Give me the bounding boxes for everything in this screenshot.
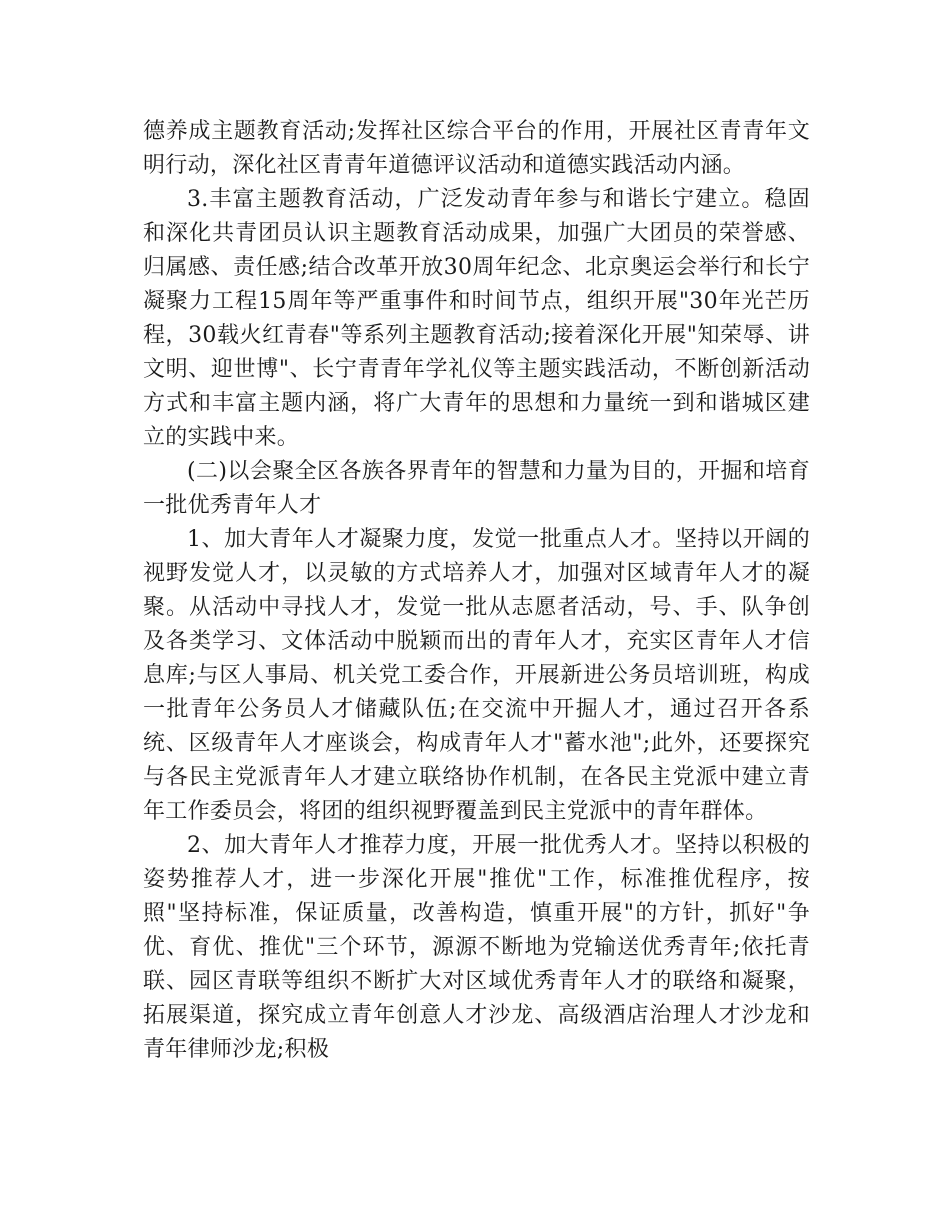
- paragraph-continuation: 德养成主题教育活动;发挥社区综合平台的作用，开展社区青青年文明行动，深化社区青青年道德评议活动和道德实践活动内涵。: [143, 119, 810, 178]
- paragraph-item-3: 3.丰富主题教育活动，广泛发动青年参与和谐长宁建立。稳固和深化共青团员认识主题教育活动成果，加强广大团员的荣誉感、归属感、责任感;结合改革开放30周年纪念、北京奥运会举行和长宁凝聚力工程15周年等严重事件和时间节点，组织开展"30年光芒历程，30载火红青春"等系列主题教育活动;接着深化开展"知荣辱、讲文明、迎世博"、长宁青青年学礼仪等主题实践活动，不断创新活动方式和丰富主题内涵，将广大青年的思想和力量统一到和谐城区建立的实践中来。: [143, 187, 810, 450]
- paragraph-item-1: 1、加大青年人才凝聚力度，发觉一批重点人才。坚持以开阔的视野发觉人才，以灵敏的方式培养人才，加强对区域青年人才的凝聚。从活动中寻找人才，发觉一批从志愿者活动，号、手、队争创及各类学习、文体活动中脱颖而出的青年人才，充实区青年人才信息库;与区人事局、机关党工委合作，开展新进公务员培训班，构成一批青年公务员人才储藏队伍;在交流中开掘人才，通过召开各系统、区级青年人才座谈会，构成青年人才"蓄水池";此外，还要探究与各民主党派青年人才建立联络协作机制，在各民主党派中建立青年工作委员会，将团的组织视野覆盖到民主党派中的青年群体。: [143, 527, 810, 824]
- section-heading-2: (二)以会聚全区各族各界青年的智慧和力量为目的，开掘和培育一批优秀青年人才: [143, 459, 810, 518]
- document-page: [143, 115, 810, 1067]
- paragraph-item-2: 2、加大青年人才推荐力度，开展一批优秀人才。坚持以积极的姿势推荐人才，进一步深化开展"推优"工作，标准推优程序，按照"坚持标准，保证质量，改善构造，慎重开展"的方针，抓好"争优、育优、推优"三个环节，源源不断地为党输送优秀青年;依托青联、园区青联等组织不断扩大对区域优秀青年人才的联络和凝聚，拓展渠道，探究成立青年创意人才沙龙、高级酒店治理人才沙龙和青年律师沙龙;积极: [143, 833, 810, 1062]
